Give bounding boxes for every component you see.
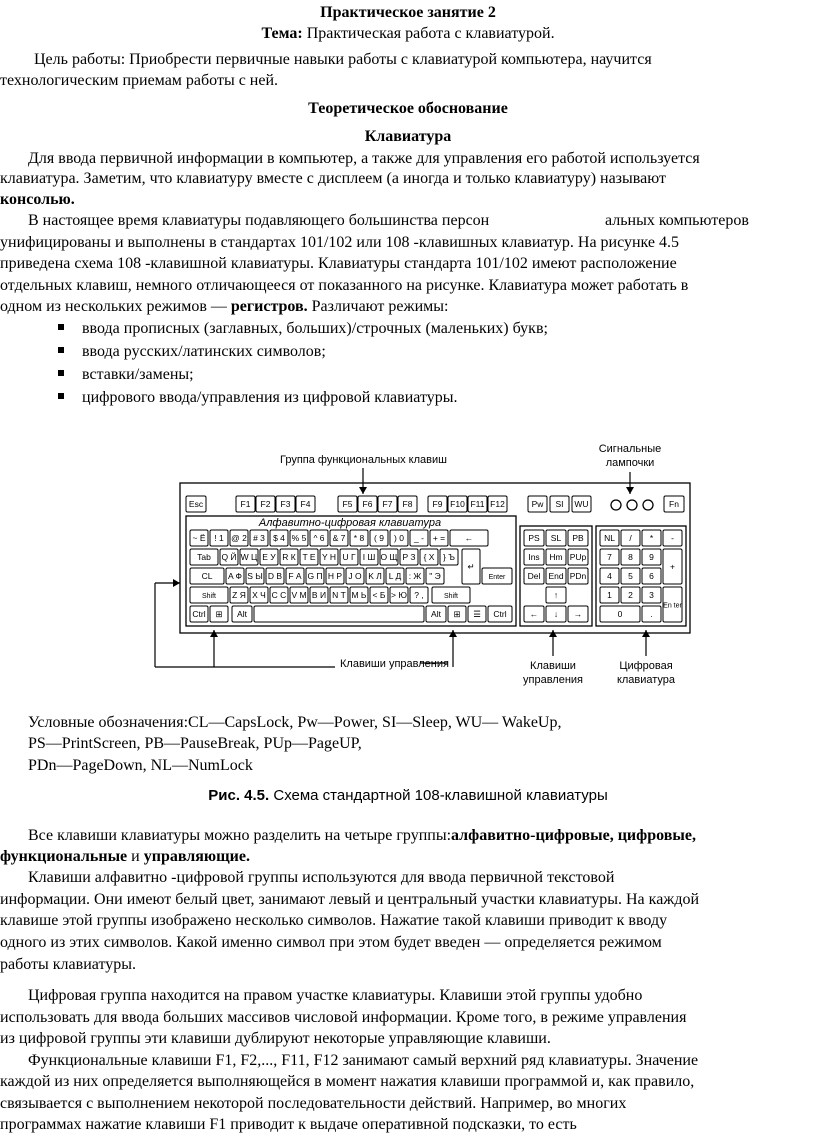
key-return	[462, 549, 480, 584]
p2-line-2: унифицированы и выполнены в стандартах 101/102 или 108 -клавишных клавиатур. На рисунке 4.5	[0, 234, 680, 251]
signal-lamp-icon	[611, 500, 621, 510]
key-char	[260, 549, 278, 565]
svg-text:? ,: ? ,	[414, 590, 424, 600]
p5-line-1: Цифровая группа находится на правом участке клавиатуры. Клавиши этой группы удобно	[28, 987, 643, 1004]
svg-text:PB: PB	[572, 533, 584, 543]
key-char	[350, 530, 368, 546]
svg-text:Ctrl: Ctrl	[192, 609, 206, 619]
label-control-1: Клавиши	[530, 660, 576, 672]
windows-icon	[448, 606, 466, 622]
key-f3	[276, 496, 295, 512]
key-num-3	[642, 587, 661, 603]
key-pausebreak	[568, 530, 588, 546]
svg-text:NL: NL	[604, 533, 615, 543]
svg-text:/: /	[629, 533, 632, 543]
p4-line-5: работы клавиатуры.	[0, 956, 136, 973]
key-char	[360, 549, 378, 565]
key-fn	[664, 496, 684, 512]
key-num-dot	[642, 606, 661, 622]
key-char	[310, 530, 328, 546]
key-esc	[186, 496, 206, 512]
svg-text:1: 1	[607, 590, 612, 600]
mode-item: цифрового ввода/управления из цифровой клавиатуры.	[82, 389, 458, 406]
key-char	[326, 568, 344, 584]
svg-text:N Т: N Т	[332, 590, 346, 600]
key-char	[410, 587, 428, 603]
svg-text:G П: G П	[307, 571, 323, 581]
svg-text:@ 2: @ 2	[231, 533, 247, 543]
arrow-down-icon	[546, 606, 566, 622]
svg-text:Shift: Shift	[201, 593, 217, 600]
svg-text:7: 7	[607, 552, 612, 562]
svg-text:+: +	[670, 561, 675, 572]
key-char	[230, 587, 248, 603]
key-char	[350, 587, 368, 603]
key-plus	[663, 549, 682, 584]
svg-text:F4: F4	[300, 499, 311, 509]
svg-text:K Л: K Л	[368, 571, 382, 581]
svg-text:F7: F7	[382, 499, 393, 509]
svg-text:~ Ё: ~ Ё	[192, 533, 206, 543]
bullet-icon	[58, 393, 64, 399]
p4-line-2: информации. Они имеют белый цвет, занимают левый и центральный участки клавиатуры. На каждой	[0, 891, 700, 908]
p6-line-1: Функциональные клавиши F1, F2,..., F11, F12 занимают самый верхний ряд клавиатуры. Значение	[28, 1052, 699, 1069]
svg-text:M Ь: M Ь	[351, 590, 367, 600]
mode-item: вставки/замены;	[82, 366, 194, 383]
p1-line-1: Для ввода первичной информации в компьютер, а также для управления его работой используется	[28, 150, 700, 167]
key-f10	[448, 496, 467, 512]
svg-text:Tab: Tab	[197, 552, 211, 562]
key-enter	[482, 568, 512, 584]
svg-text:I Ш: I Ш	[362, 552, 376, 562]
label-signal-2: лампочки	[605, 457, 655, 469]
label-alnum: Алфавитно-цифровая клавиатура	[258, 517, 442, 529]
svg-text:^ 6: ^ 6	[313, 533, 325, 543]
svg-text:5: 5	[628, 571, 633, 581]
svg-text:F5: F5	[342, 499, 353, 509]
svg-text:Q Й: Q Й	[221, 552, 237, 562]
svg-text:SI: SI	[555, 499, 564, 509]
key-num-1	[600, 587, 619, 603]
arrow-left-icon	[524, 606, 544, 622]
svg-text:U Г: U Г	[342, 552, 356, 562]
svg-text:F А: F А	[288, 571, 302, 581]
svg-text:Shift: Shift	[443, 593, 459, 600]
key-divide	[621, 530, 640, 546]
legend-line-1: Условные обозначения:CL—CapsLock, Pw—Power, SI—Sleep, WU— WakeUp,	[28, 714, 562, 731]
key-pageup	[568, 549, 588, 565]
svg-text:←: ←	[464, 533, 474, 543]
key-char	[286, 568, 304, 584]
mode-item: ввода русских/латинских символов;	[82, 343, 326, 360]
keyboard-heading: Клавиатура	[364, 128, 452, 145]
svg-text:F9: F9	[432, 499, 443, 509]
svg-text:$ 4: $ 4	[273, 533, 285, 543]
key-insert	[524, 549, 544, 565]
key-shift-right	[432, 587, 470, 603]
key-capslock	[190, 568, 224, 584]
svg-text:End: End	[548, 571, 564, 581]
signal-lamp-icon	[643, 500, 653, 510]
key-num-6	[642, 568, 661, 584]
svg-text:: Ж: : Ж	[408, 571, 422, 581]
svg-text:{ Х: { Х	[423, 552, 435, 562]
p3-term-functional: функциональные	[0, 848, 128, 865]
key-f11	[468, 496, 487, 512]
svg-text:F1: F1	[240, 499, 251, 509]
key-f8	[398, 496, 417, 512]
label-numeric-1: Цифровая	[619, 660, 673, 672]
svg-text:CL: CL	[201, 571, 213, 581]
svg-text:J О: J О	[348, 571, 362, 581]
svg-text:.: .	[650, 609, 653, 619]
key-char	[430, 530, 448, 546]
p4-line-3: клавише этой группы изображено несколько символов. Нажатие такой клавиши приводит к вводу	[0, 912, 668, 929]
key-f9	[428, 496, 447, 512]
svg-text:8: 8	[628, 552, 633, 562]
key-char	[330, 530, 348, 546]
svg-text:T Е: T Е	[302, 552, 316, 562]
key-char	[240, 549, 258, 565]
svg-text:⊞: ⊞	[215, 609, 223, 619]
key-char	[290, 530, 308, 546]
svg-text:A Ф: A Ф	[227, 571, 243, 581]
key-char	[280, 549, 298, 565]
arrow-right-icon	[568, 606, 588, 622]
key-num-7	[600, 549, 619, 565]
svg-text:* 8: * 8	[353, 533, 365, 543]
p1-line-3: консолью.	[0, 191, 75, 208]
svg-text:PS: PS	[528, 533, 540, 543]
page-title: Практическое занятие 2	[320, 4, 496, 21]
svg-text:" Э: " Э	[429, 571, 441, 581]
key-char	[420, 549, 438, 565]
svg-text:SL: SL	[550, 533, 562, 543]
svg-text:H Р: H Р	[327, 571, 343, 581]
key-num-enter	[663, 587, 683, 622]
key-numlock	[600, 530, 619, 546]
keyboard-diagram	[150, 438, 695, 698]
svg-text:WU: WU	[574, 499, 589, 509]
svg-text:Ctrl: Ctrl	[493, 609, 507, 619]
key-char	[250, 530, 268, 546]
p4-line-1: Клавиши алфавитно -цифровой группы используются для ввода первичной текстовой	[28, 869, 615, 886]
key-pagedown	[568, 568, 588, 584]
key-wakeup	[572, 496, 591, 512]
p2-line-5	[0, 297, 448, 317]
key-char	[266, 568, 284, 584]
svg-text:L Д: L Д	[388, 571, 402, 581]
svg-text:Fn: Fn	[669, 499, 679, 509]
key-char	[190, 530, 208, 546]
p2-line-1b: альных компьютеров	[605, 212, 749, 229]
key-f5	[338, 496, 357, 512]
svg-text:⊞: ⊞	[453, 609, 461, 619]
svg-text:F2: F2	[260, 499, 271, 509]
svg-text:0: 0	[617, 609, 623, 619]
svg-text:PDn: PDn	[569, 571, 587, 581]
key-f1	[236, 496, 255, 512]
key-num-4	[600, 568, 619, 584]
svg-text:< Б: < Б	[372, 590, 386, 600]
svg-text:R К: R К	[282, 552, 296, 562]
p2-line-3: приведена схема 108 -клавишной клавиатуры. Клавиатуры стандарта 101/102 имеют расположение	[0, 255, 677, 272]
topic-label: Тема:	[261, 25, 303, 42]
svg-text:2: 2	[628, 590, 633, 600]
key-char	[390, 587, 408, 603]
mode-item: ввода прописных (заглавных, больших)/строчных (маленьких) букв;	[82, 320, 548, 337]
goal-line-1: Цель работы: Приобрести первичные навыки работы с клавиатурой компьютера, научится	[34, 51, 652, 68]
label-control-keys: Клавиши управления	[340, 658, 449, 670]
key-ctrl-right	[488, 606, 512, 622]
svg-text:X Ч: X Ч	[252, 590, 266, 600]
svg-text:→: →	[573, 609, 583, 619]
svg-text:F8: F8	[402, 499, 413, 509]
svg-text:( 9: ( 9	[374, 533, 384, 543]
svg-text:*: *	[649, 533, 654, 543]
key-f6	[358, 496, 377, 512]
bullet-icon	[58, 347, 64, 353]
figure-caption	[0, 786, 816, 806]
svg-text:9: 9	[649, 552, 654, 562]
windows-icon	[210, 606, 228, 622]
p6-line-4: программах нажатие клавиши F1 приводит к выдаче оперативной подсказки, то есть	[0, 1116, 577, 1133]
svg-text:3: 3	[649, 590, 654, 600]
key-num-9	[642, 549, 661, 565]
p3-line-1a: Все клавиши клавиатуры можно разделить на четыре группы:	[28, 827, 452, 844]
key-end	[546, 568, 566, 584]
svg-text:Z Я: Z Я	[232, 590, 246, 600]
svg-text:D В: D В	[267, 571, 283, 581]
svg-text:% 5: % 5	[291, 533, 307, 543]
key-sleep	[550, 496, 569, 512]
menu-icon	[468, 606, 486, 622]
key-char	[320, 549, 338, 565]
key-delete	[524, 568, 544, 584]
legend-line-2: PS—PrintScreen, PB—PauseBreak, PUp—PageUP,	[28, 735, 362, 752]
svg-text:) 0: ) 0	[394, 533, 404, 543]
key-char	[410, 530, 428, 546]
caption-text: Схема стандартной 108-клавишной клавиатуры	[269, 787, 608, 804]
key-f2	[256, 496, 275, 512]
svg-text:B И: B И	[311, 590, 327, 600]
key-char	[310, 587, 328, 603]
goal-line-2: технологическим приемам работы с ней.	[0, 72, 279, 89]
key-home	[546, 549, 566, 565]
p2-line-1a: В настоящее время клавиатуры подавляющего большинства персон	[28, 212, 490, 229]
svg-text:Del: Del	[527, 571, 541, 581]
key-char	[346, 568, 364, 584]
svg-text:☰: ☰	[473, 609, 481, 619]
p3-line-1	[28, 826, 696, 846]
label-numeric-2: клавиатура	[616, 674, 676, 686]
svg-text:W Ц: W Ц	[240, 552, 258, 562]
svg-text:P З: P З	[402, 552, 416, 562]
key-char	[426, 568, 444, 584]
svg-text:6: 6	[649, 571, 654, 581]
bullet-icon	[58, 370, 64, 376]
svg-text:↵: ↵	[467, 561, 475, 572]
key-num-0	[600, 606, 640, 622]
key-char	[390, 530, 408, 546]
key-space	[254, 606, 424, 622]
svg-text:PUp: PUp	[569, 552, 587, 562]
key-num-8	[621, 549, 640, 565]
p6-line-3: связывается с выполнением некоторой последовательности действий. Например, во многих	[0, 1095, 627, 1112]
svg-text:} Ъ: } Ъ	[443, 552, 455, 562]
key-backspace	[450, 530, 488, 546]
svg-text:←: ←	[529, 609, 539, 619]
svg-text:F10: F10	[450, 499, 465, 509]
p5-line-3: из цифровой группы эти клавиши дублируют некоторые управляющие клавиши.	[0, 1030, 551, 1047]
key-shift-left	[190, 587, 228, 603]
key-char	[270, 587, 288, 603]
p5-line-2: использовать для ввода больших массивов числовой информации. Кроме того, в режиме управления	[0, 1009, 687, 1026]
registers-term: регистров.	[230, 298, 308, 315]
key-printscreen	[524, 530, 544, 546]
key-f4	[296, 496, 315, 512]
svg-text:-: -	[671, 533, 674, 543]
arrow-up-icon	[546, 587, 566, 603]
svg-text:# 3: # 3	[253, 533, 265, 543]
theory-heading: Теоретическое обоснование	[308, 100, 508, 117]
svg-text:O Щ: O Щ	[380, 552, 398, 562]
p2-line-4: отдельных клавиш, немного отличающееся от показанного на рисунке. Клавиатура может работать в	[0, 277, 689, 294]
key-char	[370, 530, 388, 546]
key-alt-left	[232, 606, 252, 622]
svg-text:V М: V М	[291, 590, 307, 600]
p3-term-control: управляющие.	[143, 848, 250, 865]
key-char	[226, 568, 244, 584]
key-minus	[663, 530, 682, 546]
svg-text:& 7: & 7	[332, 533, 346, 543]
key-char	[340, 549, 358, 565]
svg-text:C С: C С	[271, 590, 287, 600]
label-control-2: управления	[523, 674, 583, 686]
svg-text:4: 4	[607, 571, 612, 581]
key-char	[380, 549, 398, 565]
key-scrolllock	[546, 530, 566, 546]
svg-text:> Ю: > Ю	[391, 590, 407, 600]
key-char	[230, 530, 248, 546]
p3-groups-term: алфавитно-цифровые, цифровые,	[451, 827, 696, 844]
signal-lamp-icon	[627, 500, 637, 510]
key-char	[290, 587, 308, 603]
key-char	[210, 530, 228, 546]
svg-text:Hm: Hm	[549, 552, 563, 562]
key-f12	[488, 496, 507, 512]
svg-text:Alt: Alt	[237, 609, 247, 619]
bullet-icon	[58, 324, 64, 330]
svg-text:F12: F12	[490, 499, 505, 509]
caption-label: Рис. 4.5.	[208, 787, 270, 804]
svg-text:En ter: En ter	[663, 602, 682, 610]
svg-text:_ -: _ -	[414, 533, 424, 543]
key-char	[366, 568, 384, 584]
key-char	[270, 530, 288, 546]
p2-line-5a: одном из нескольких режимов —	[0, 298, 231, 315]
key-alt-right	[426, 606, 446, 622]
topic-line	[0, 24, 816, 44]
svg-text:Enter: Enter	[488, 574, 506, 581]
svg-text:F6: F6	[362, 499, 373, 509]
svg-text:F11: F11	[470, 499, 485, 509]
label-signal-1: Сигнальные	[598, 443, 662, 455]
svg-text:F3: F3	[280, 499, 291, 509]
svg-text:↓: ↓	[553, 609, 559, 619]
svg-text:E У: E У	[262, 552, 276, 562]
svg-text:↑: ↑	[553, 590, 559, 600]
svg-text:Ins: Ins	[528, 552, 540, 562]
p6-line-2: каждой из них определяется выполняющейся в момент нажатия клавиши программой и, как правило,	[0, 1073, 695, 1090]
svg-text:+ =: + =	[432, 533, 446, 543]
key-multiply	[642, 530, 661, 546]
key-char	[306, 568, 324, 584]
svg-text:S Ы: S Ы	[247, 571, 263, 581]
p2-line-5c: Различают режимы:	[307, 298, 449, 315]
key-char	[300, 549, 318, 565]
key-char	[400, 549, 418, 565]
topic-text: Практическая работа с клавиатурой.	[302, 25, 555, 42]
key-char	[370, 587, 388, 603]
key-num-5	[621, 568, 640, 584]
svg-text:! 1: ! 1	[214, 533, 224, 543]
p3-line-2	[0, 847, 250, 867]
key-char	[250, 587, 268, 603]
p3-and: и	[127, 848, 144, 865]
key-f7	[378, 496, 397, 512]
key-power	[528, 496, 547, 512]
key-tab	[190, 549, 218, 565]
key-char	[330, 587, 348, 603]
key-char	[406, 568, 424, 584]
p1-line-2: клавиатура. Заметим, что клавиатуру вместе с дисплеем (а иногда и только клавиатуру) называют	[0, 170, 666, 187]
key-num-2	[621, 587, 640, 603]
key-char	[220, 549, 238, 565]
p4-line-4: одного из этих символов. Какой именно символ при этом будет введен — определяется режимом	[0, 934, 662, 951]
key-char	[386, 568, 404, 584]
legend-line-3: PDn—PageDown, NL—NumLock	[28, 757, 253, 774]
svg-text:Y Н: Y Н	[321, 552, 337, 562]
key-char	[440, 549, 458, 565]
key-ctrl-left	[190, 606, 208, 622]
key-char	[246, 568, 264, 584]
svg-text:Alt: Alt	[431, 609, 441, 619]
label-function-group: Группа функциональных клавиш	[280, 454, 447, 466]
svg-text:Esc: Esc	[188, 499, 204, 509]
svg-text:Pw: Pw	[531, 499, 544, 509]
